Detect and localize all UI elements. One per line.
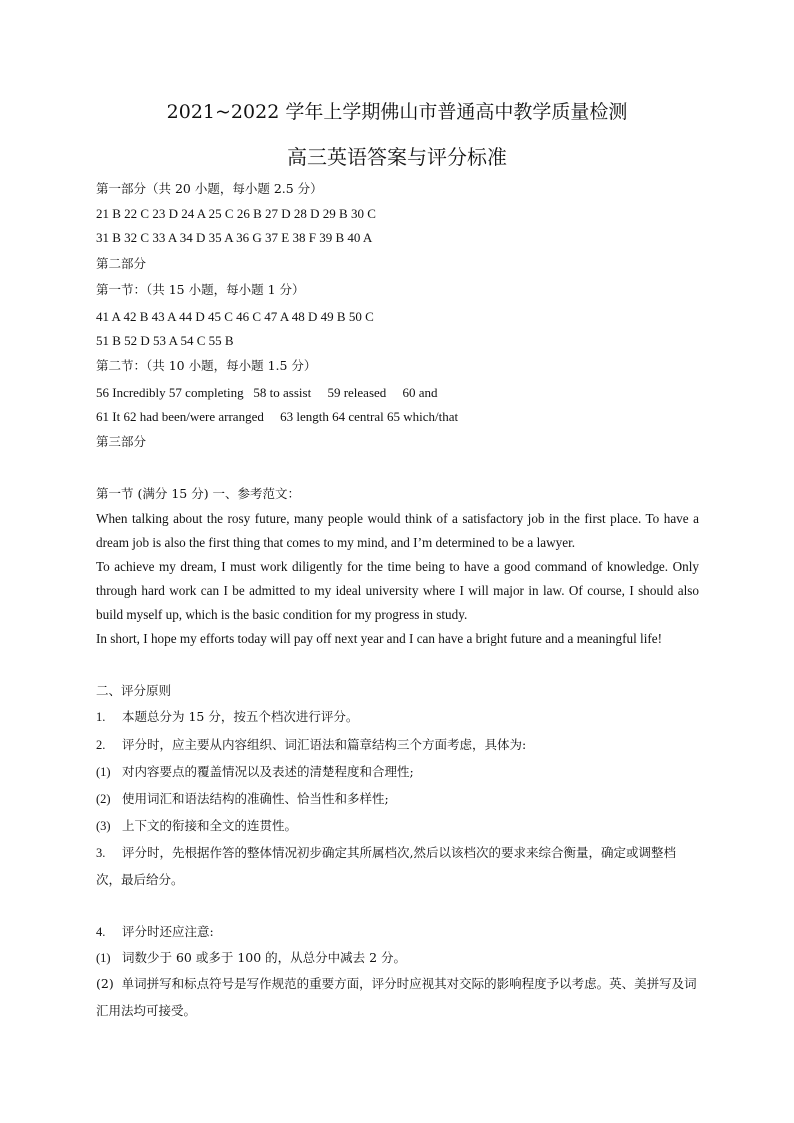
principle-subitem-2-text: 使用词汇和语法结构的准确性、恰当性和多样性; xyxy=(122,791,389,806)
part2-section1-row1: 41 A 42 B 43 A 44 D 45 C 46 C 47 A 48 D 49 B 50 C xyxy=(96,309,374,324)
part3-heading: 第三部分 xyxy=(96,434,147,449)
part2-section2-heading: 第二节：（共 10 小题，每小题 1.5 分） xyxy=(96,358,317,373)
essay-paragraph-1: When talking about the rosy future, many people would think of a satisfactory job in the first place. To have a dream job is also the first thing that comes to my mind, and I’m determined to be a lawyer. xyxy=(96,511,699,550)
principle-subitem-2 xyxy=(96,790,389,808)
principle-item-4 xyxy=(96,923,214,941)
principle-item-3 xyxy=(96,840,700,893)
principle-note-1-number: (1) xyxy=(96,951,111,965)
part1-heading: 第一部分（共 20 小题，每小题 2.5 分） xyxy=(96,181,323,196)
document-subtitle: 高三英语答案与评分标准 xyxy=(287,145,507,169)
principle-item-1-number: 1. xyxy=(96,710,106,724)
principle-subitem-2-number: (2) xyxy=(96,792,111,806)
principle-subitem-1-text: 对内容要点的覆盖情况以及表述的清楚程度和合理性; xyxy=(122,764,414,779)
principle-note-2: (2) 单词拼写和标点符号是写作规范的重要方面，评分时应视其对交际的影响程度予以考虑。英、美拼写及词汇用法均可接受。 xyxy=(96,976,697,1018)
principle-subitem-3-number: (3) xyxy=(96,819,111,833)
principle-item-2-number: 2. xyxy=(96,738,106,752)
principle-subitem-1-number: (1) xyxy=(96,765,111,779)
part2-section1-heading: 第一节：（共 15 小题，每小题 1 分） xyxy=(96,282,305,297)
essay-paragraph-3: In short, I hope my efforts today will pay off next year and I can have a bright future and a meaningful life! xyxy=(96,631,663,646)
principle-note-1-text: 词数少于 60 或多于 100 的，从总分中减去 2 分。 xyxy=(122,950,407,965)
part2-section1-row2: 51 B 52 D 53 A 54 C 55 B xyxy=(96,333,234,348)
part2-section2-row1: 56 Incredibly 57 completing 58 to assist 59 released 60 and xyxy=(96,385,438,400)
principle-item-4-number: 4. xyxy=(96,925,106,939)
principle-item-3-number: 3. xyxy=(96,846,106,860)
principle-item-3-text: 评分时，先根据作答的整体情况初步确定其所属档次,然后以该档次的要求来综合衡量，确定或调整档次，最后给分。 xyxy=(96,845,676,887)
essay-paragraph-2: To achieve my dream, I must work diligently for the time being to have a good command of knowledge. Only through hard work can I be admitted to my ideal university where I will major in law. Of course, I should also build myself up, which is the basic condition for my progress in study. xyxy=(96,559,699,622)
principle-subitem-3-text: 上下文的衔接和全文的连贯性。 xyxy=(122,818,298,833)
principle-note-1 xyxy=(96,949,406,967)
part2-heading: 第二部分 xyxy=(96,256,147,271)
principle-subitem-1 xyxy=(96,763,414,781)
principles-heading: 二、评分原则 xyxy=(96,683,172,698)
principle-item-2-text: 评分时，应主要从内容组织、词汇语法和篇章结构三个方面考虑，具体为: xyxy=(122,737,527,752)
principle-item-1-text: 本题总分为 15 分，按五个档次进行评分。 xyxy=(122,709,359,724)
part2-section2-row2: 61 It 62 had been/were arranged 63 length 64 central 65 which/that xyxy=(96,409,459,424)
principle-item-2 xyxy=(96,736,526,754)
principle-item-1 xyxy=(96,708,358,726)
principle-subitem-3 xyxy=(96,817,297,835)
part1-answers-row1: 21 B 22 C 23 D 24 A 25 C 26 B 27 D 28 D 29 B 30 C xyxy=(96,206,376,221)
part1-answers-row2: 31 B 32 C 33 A 34 D 35 A 36 G 37 E 38 F 39 B 40 A xyxy=(96,230,373,245)
document-title: 2021~2022 学年上学期佛山市普通高中教学质量检测 xyxy=(166,101,628,123)
principle-item-4-text: 评分时还应注意: xyxy=(122,924,214,939)
part3-section-heading: 第一节 (满分 15 分) 一、参考范文： xyxy=(96,486,301,501)
